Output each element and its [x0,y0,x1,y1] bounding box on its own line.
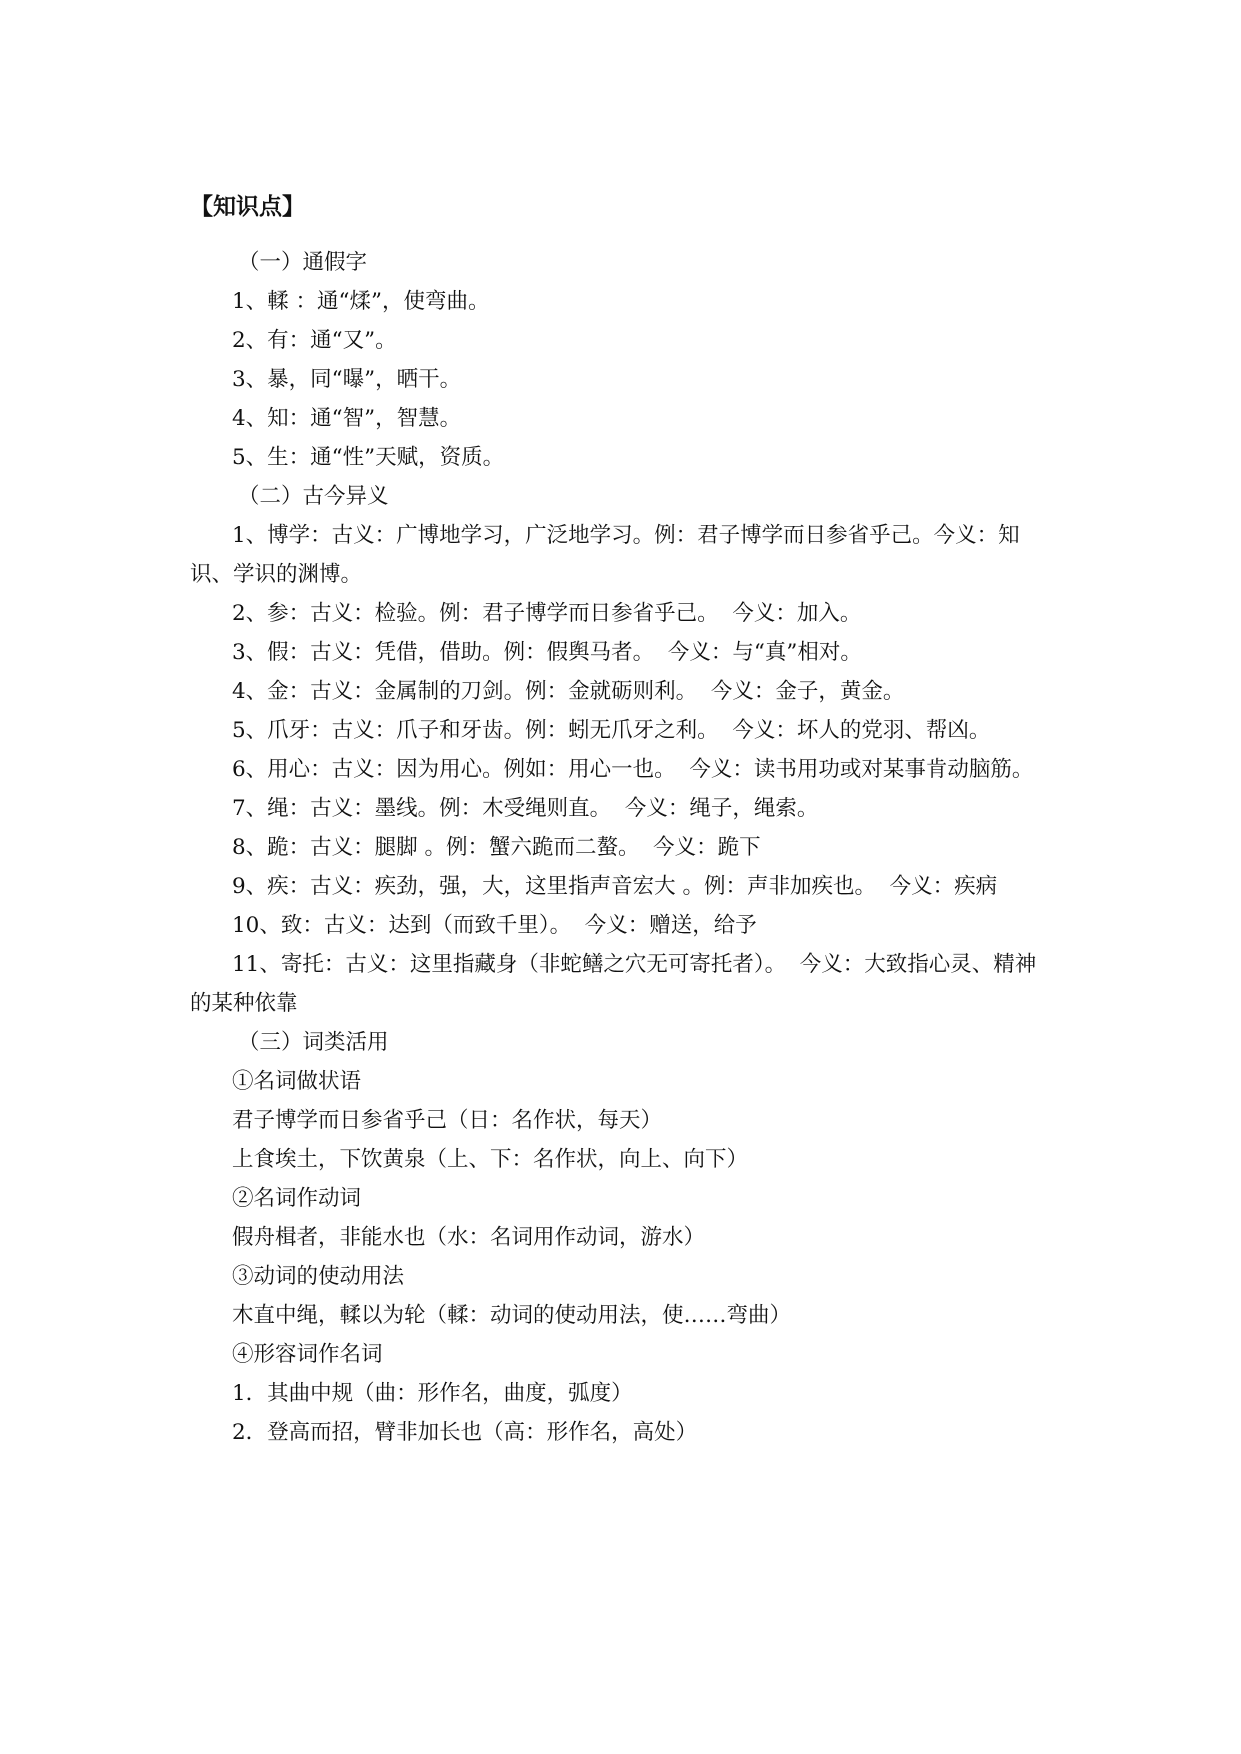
content-line: 11、寄托：古义：这里指藏身（非蛇鳝之穴无可寄托者）。 今义：大致指心灵、精神的某种依靠 [190,952,1037,1016]
content-body [190,243,1050,1452]
content-line: 木直中绳，輮以为轮（輮：动词的使动用法，使……弯曲） [232,1303,792,1328]
content-line: 4、金：古义：金属制的刀剑。例：金就砺则利。 今义：金子，黄金。 [232,679,905,704]
content-line: 1、博学：古义：广博地学习，广泛地学习。例：君子博学而日参省乎己。今义：知识、学识的渊博。 [190,523,1020,587]
content-line: 6、用心：古义：因为用心。例如：用心一也。 今义：读书用功或对某事肯动脑筋。 [232,757,1034,782]
content-line: 假舟楫者，非能水也（水：名词用作动词，游水） [232,1225,706,1250]
content-line: 2、参：古义：检验。例：君子博学而日参省乎己。 今义：加入。 [232,601,862,626]
content-line: 8、跪：古义：腿脚 。例：蟹六跪而二螯。 今义：跪下 [232,835,761,860]
page-heading: 【知识点】 [190,194,305,220]
section-heading: （一）通假字 [238,250,368,275]
content-line: 4、知：通“智”，智慧。 [232,406,462,431]
content-line: ④形容词作名词 [232,1342,383,1367]
content-line: 1、輮 ：通“煣”，使弯曲。 [232,289,490,314]
section-heading: （二）古今异义 [238,484,389,509]
content-line: 5、生：通“性”天赋，资质。 [232,445,505,470]
content-line: 7、绳：古义：墨线。例：木受绳则直。 今义：绳子，绳索。 [232,796,819,821]
content-line: 9、疾：古义：疾劲，强，大，这里指声音宏大 。例：声非加疾也。 今义：疾病 [232,874,998,899]
content-line: 2、有：通“又”。 [232,328,397,353]
content-line: ③动词的使动用法 [232,1264,405,1289]
content-line: 5、爪牙：古义：爪子和牙齿。例：蚓无爪牙之利。 今义：坏人的党羽、帮凶。 [232,718,991,743]
content-line: 10、致：古义：达到（而致千里）。 今义：赠送，给予 [232,913,757,938]
content-line: 上食埃土，下饮黄泉（上、下：名作状，向上、向下） [232,1147,749,1172]
content-line: 3、假：古义：凭借，借助。例：假舆马者。 今义：与“真”相对。 [232,640,862,665]
content-line: ①名词做状语 [232,1069,362,1094]
content-line: 君子博学而日参省乎己（日：名作状，每天） [232,1108,663,1133]
content-line: 2．登高而招，臂非加长也（高：形作名，高处） [232,1420,698,1445]
content-line: 3、暴，同“曝”，晒干。 [232,367,462,392]
document-page [190,190,1050,1452]
content-line: ②名词作动词 [232,1186,362,1211]
content-line: 1．其曲中规（曲：形作名，曲度，弧度） [232,1381,633,1406]
section-heading: （三）词类活用 [238,1030,389,1055]
